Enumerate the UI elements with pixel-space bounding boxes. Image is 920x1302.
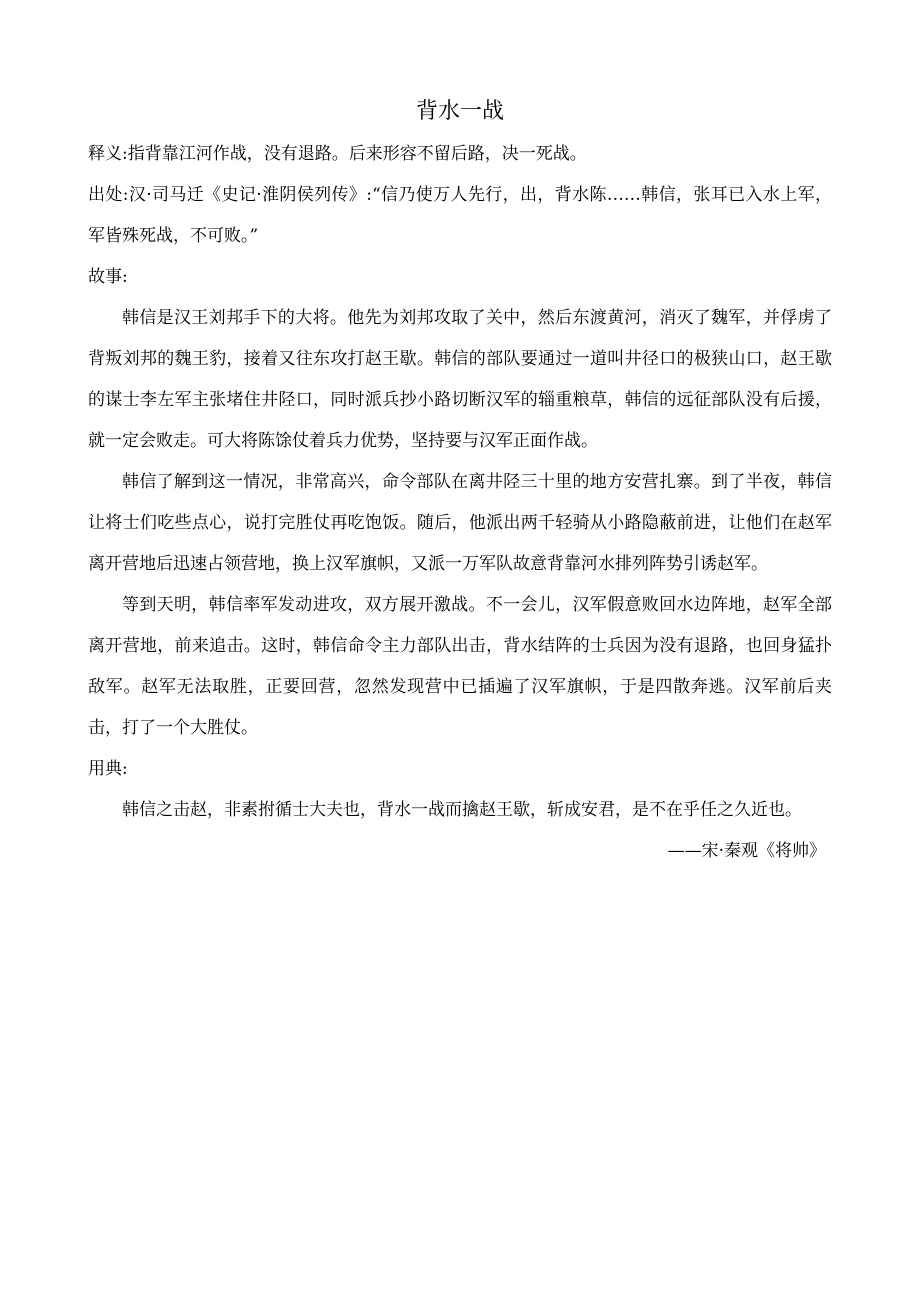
page-title: 背水一战 xyxy=(415,99,504,124)
story-paragraph-1: 韩信是汉王刘邦手下的大将。他先为刘邦攻取了关中，然后东渡黄河，消灭了魏军，并俘虏了背叛刘邦的魏王豹，接着又往东攻打赵王歇。韩信的部队要通过一道叫井径口的极狭山口，赵王歇的谋士李左军主张堵住井陉口，同时派兵抄小路切断汉军的辎重粮草，韩信的远征部队没有后援，就一定会败走。可大将陈馀仗着兵力优势，坚持要与汉军正面作战。 xyxy=(88,308,832,451)
definition-text: 释义:指背靠江河作战，没有退路。后来形容不留后路，决一死战。 xyxy=(88,144,587,164)
usage-source: ——宋·秦观《将帅》 xyxy=(667,841,826,861)
story-paragraph-3: 等到天明，韩信率军发动进攻，双方展开激战。不一会儿，汉军假意败回水边阵地，赵军全部离开营地，前来追击。这时，韩信命令主力部队出击，背水结阵的士兵因为没有退路，也回身猛扑敌军。赵军无法取胜，正要回营，忽然发现营中已插遍了汉军旗帜，于是四散奔逃。汉军前后夹击，打了一个大胜仗。 xyxy=(88,595,832,738)
usage-quote: 韩信之击赵，非素拊循士大夫也，背水一战而擒赵王歇，斩成安君，是不在乎任之久近也。 xyxy=(122,800,802,820)
story-label: 故事: xyxy=(88,267,128,287)
document-page xyxy=(88,92,832,872)
story-paragraph-2: 韩信了解到这一情况，非常高兴，命令部队在离井陉三十里的地方安营扎寨。到了半夜，韩信让将士们吃些点心，说打完胜仗再吃饱饭。随后，他派出两千轻骑从小路隐蔽前进，让他们在赵军离开营地后迅速占领营地，换上汉军旗帜，又派一万军队故意背靠河水排列阵势引诱赵军。 xyxy=(88,472,832,574)
origin-text: 出处:汉·司马迁《史记·淮阴侯列传》:“信乃使万人先行，出，背水陈……韩信，张耳已入水上军，军皆殊死战，不可败。” xyxy=(88,185,832,246)
usage-label: 用典: xyxy=(88,759,128,779)
